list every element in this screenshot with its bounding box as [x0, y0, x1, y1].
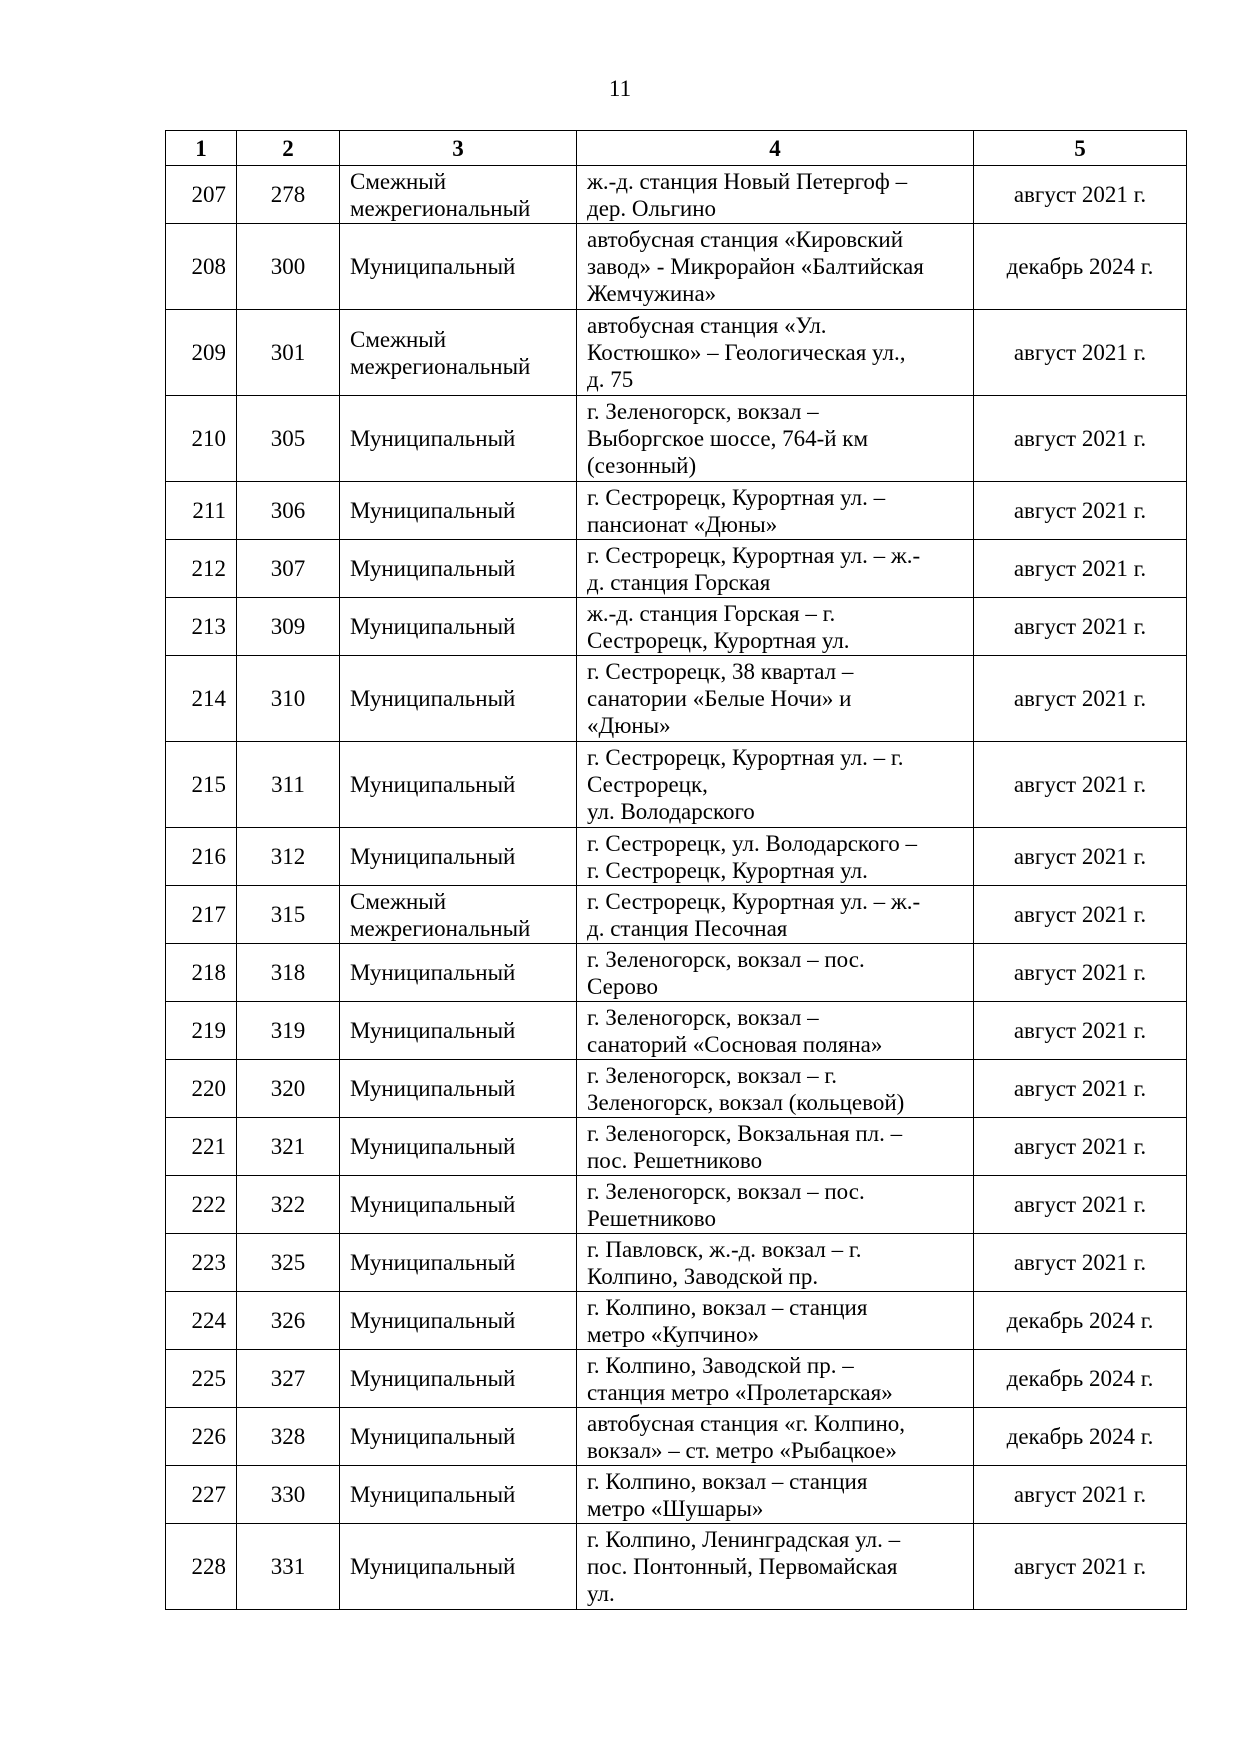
route-description-cell-line: метро «Купчино» — [587, 1321, 759, 1347]
route-description-cell — [577, 656, 974, 742]
date-cell: август 2021 г. — [974, 1176, 1187, 1234]
route-description-cell-line: вокзал» – ст. метро «Рыбацкое» — [587, 1437, 897, 1463]
route-description-cell — [577, 482, 974, 540]
row-number-cell: 215 — [166, 742, 237, 828]
row-number-cell: 228 — [166, 1524, 237, 1610]
route-type-cell-line: Муниципальный — [350, 1308, 516, 1333]
row-number-cell: 209 — [166, 310, 237, 396]
routes-table — [165, 130, 1187, 1610]
row-number-cell: 220 — [166, 1060, 237, 1118]
route-number-cell: 310 — [237, 656, 340, 742]
route-type-cell — [340, 944, 577, 1002]
route-number-cell: 330 — [237, 1466, 340, 1524]
route-description-cell-line: ул. — [587, 1581, 615, 1606]
table-row — [166, 1234, 1187, 1292]
route-type-cell — [340, 224, 577, 310]
route-type-cell — [340, 1350, 577, 1408]
table-row — [166, 224, 1187, 310]
column-header-3: 3 — [340, 131, 577, 166]
route-type-cell — [340, 886, 577, 944]
route-number-cell: 300 — [237, 224, 340, 310]
route-description-cell-line: ж.-д. станция Горская – г. — [587, 600, 836, 626]
table-row — [166, 1118, 1187, 1176]
route-description-cell-line: пос. Решетниково — [587, 1147, 763, 1173]
date-cell: август 2021 г. — [974, 828, 1187, 886]
route-description-cell-line: г. Сестрорецк, Курортная ул. – ж.- — [587, 542, 921, 568]
route-type-cell-line: межрегиональный — [350, 353, 531, 379]
table-row — [166, 1060, 1187, 1118]
route-description-cell-line: «Дюны» — [587, 713, 671, 738]
row-number-cell: 227 — [166, 1466, 237, 1524]
route-description-cell-line: Серово — [587, 973, 659, 999]
route-description-cell — [577, 886, 974, 944]
route-description-cell-line: Костюшко» – Геологическая ул., — [587, 340, 906, 365]
route-number-cell: 319 — [237, 1002, 340, 1060]
row-number-cell: 214 — [166, 656, 237, 742]
route-number-cell: 305 — [237, 396, 340, 482]
route-number-cell: 301 — [237, 310, 340, 396]
route-number-cell: 325 — [237, 1234, 340, 1292]
table-row — [166, 396, 1187, 482]
route-description-cell-line: автобусная станция «г. Колпино, — [587, 1410, 906, 1436]
route-number-cell: 326 — [237, 1292, 340, 1350]
route-description-cell-line: автобусная станция «Ул. — [587, 313, 827, 338]
route-description-cell — [577, 1234, 974, 1292]
row-number-cell: 218 — [166, 944, 237, 1002]
date-cell: август 2021 г. — [974, 1118, 1187, 1176]
row-number-cell: 222 — [166, 1176, 237, 1234]
route-description-cell — [577, 310, 974, 396]
row-number-cell: 208 — [166, 224, 237, 310]
row-number-cell: 207 — [166, 166, 237, 224]
route-description-cell-line: г. Зеленогорск, вокзал – пос. — [587, 1178, 865, 1204]
table-row — [166, 944, 1187, 1002]
route-description-cell — [577, 1466, 974, 1524]
route-type-cell-line: Муниципальный — [350, 1076, 516, 1101]
date-cell: август 2021 г. — [974, 482, 1187, 540]
route-description-cell-line: (сезонный) — [587, 453, 697, 478]
route-description-cell — [577, 1350, 974, 1408]
route-type-cell-line: Муниципальный — [350, 1366, 516, 1391]
route-description-cell — [577, 1176, 974, 1234]
route-description-cell — [577, 224, 974, 310]
row-number-cell: 226 — [166, 1408, 237, 1466]
route-type-cell-line: Смежный — [350, 888, 447, 914]
route-description-cell-line: г. Колпино, Ленинградская ул. – — [587, 1527, 901, 1552]
route-type-cell — [340, 1292, 577, 1350]
route-type-cell-line: Муниципальный — [350, 1424, 516, 1449]
route-description-cell-line: ул. Володарского — [587, 799, 755, 824]
row-number-cell: 212 — [166, 540, 237, 598]
route-type-cell — [340, 482, 577, 540]
route-description-cell — [577, 1002, 974, 1060]
route-type-cell-line: Муниципальный — [350, 1250, 516, 1275]
row-number-cell: 225 — [166, 1350, 237, 1408]
date-cell: август 2021 г. — [974, 886, 1187, 944]
date-cell: август 2021 г. — [974, 1466, 1187, 1524]
route-number-cell: 309 — [237, 598, 340, 656]
route-number-cell: 312 — [237, 828, 340, 886]
route-number-cell: 307 — [237, 540, 340, 598]
column-header-2: 2 — [237, 131, 340, 166]
page-number: 11 — [608, 76, 632, 101]
route-type-cell-line: Муниципальный — [350, 556, 516, 581]
column-header-4: 4 — [577, 131, 974, 166]
date-cell: август 2021 г. — [974, 166, 1187, 224]
table-header-row — [166, 131, 1187, 166]
route-description-cell — [577, 166, 974, 224]
route-type-cell — [340, 1234, 577, 1292]
route-type-cell-line: Муниципальный — [350, 772, 516, 797]
route-description-cell-line: завод» - Микрорайон «Балтийская — [587, 254, 924, 279]
date-cell: август 2021 г. — [974, 396, 1187, 482]
row-number-cell: 223 — [166, 1234, 237, 1292]
route-description-cell-line: санатории «Белые Ночи» и — [587, 686, 852, 711]
route-description-cell — [577, 944, 974, 1002]
route-description-cell-line: станция метро «Пролетарская» — [587, 1379, 893, 1405]
route-description-cell — [577, 1060, 974, 1118]
route-description-cell-line: Выборгское шоссе, 764-й км — [587, 426, 869, 451]
route-type-cell — [340, 166, 577, 224]
route-description-cell-line: Сестрорецк, Курортная ул. — [587, 627, 850, 653]
row-number-cell: 219 — [166, 1002, 237, 1060]
route-description-cell-line: г. Колпино, вокзал – станция — [587, 1294, 868, 1320]
route-type-cell-line: Муниципальный — [350, 1134, 516, 1159]
route-description-cell — [577, 1292, 974, 1350]
route-number-cell: 321 — [237, 1118, 340, 1176]
route-type-cell — [340, 598, 577, 656]
table-row — [166, 598, 1187, 656]
table-row — [166, 828, 1187, 886]
route-description-cell-line: г. Павловск, ж.-д. вокзал – г. — [587, 1236, 862, 1262]
route-type-cell-line: межрегиональный — [350, 915, 531, 941]
column-header-1: 1 — [166, 131, 237, 166]
route-type-cell — [340, 1118, 577, 1176]
row-number-cell: 216 — [166, 828, 237, 886]
date-cell: август 2021 г. — [974, 1524, 1187, 1610]
route-description-cell-line: пансионат «Дюны» — [587, 511, 778, 537]
route-description-cell-line: г. Сестрорецк, ул. Володарского – — [587, 830, 918, 856]
route-description-cell-line: санаторий «Сосновая поляна» — [587, 1031, 883, 1057]
route-number-cell: 331 — [237, 1524, 340, 1610]
route-description-cell-line: Жемчужина» — [587, 281, 717, 306]
row-number-cell: 224 — [166, 1292, 237, 1350]
table-row — [166, 1408, 1187, 1466]
date-cell: декабрь 2024 г. — [974, 1408, 1187, 1466]
route-description-cell-line: г. Сестрорецк, Курортная ул. — [587, 857, 868, 883]
route-description-cell-line: г. Сестрорецк, Курортная ул. – г. — [587, 745, 904, 770]
route-description-cell-line: г. Зеленогорск, вокзал – пос. — [587, 946, 865, 972]
route-type-cell-line: Муниципальный — [350, 1018, 516, 1043]
route-description-cell-line: г. Сестрорецк, Курортная ул. – ж.- — [587, 888, 921, 914]
route-number-cell: 278 — [237, 166, 340, 224]
route-type-cell — [340, 1060, 577, 1118]
route-type-cell — [340, 1524, 577, 1610]
route-type-cell-line: Муниципальный — [350, 686, 516, 711]
route-description-cell — [577, 1408, 974, 1466]
route-description-cell — [577, 742, 974, 828]
date-cell: август 2021 г. — [974, 944, 1187, 1002]
route-type-cell-line: Муниципальный — [350, 254, 516, 279]
route-description-cell — [577, 540, 974, 598]
table-row — [166, 1176, 1187, 1234]
route-type-cell-line: Смежный — [350, 326, 447, 352]
route-number-cell: 315 — [237, 886, 340, 944]
date-cell: август 2021 г. — [974, 1234, 1187, 1292]
route-description-cell-line: г. Зеленогорск, вокзал – — [587, 399, 819, 424]
route-type-cell — [340, 396, 577, 482]
route-description-cell-line: г. Колпино, Заводской пр. – — [587, 1352, 854, 1378]
row-number-cell: 210 — [166, 396, 237, 482]
route-type-cell-line: Муниципальный — [350, 844, 516, 869]
route-type-cell-line: Муниципальный — [350, 498, 516, 523]
route-number-cell: 328 — [237, 1408, 340, 1466]
route-description-cell-line: пос. Понтонный, Первомайская — [587, 1554, 898, 1579]
route-type-cell — [340, 540, 577, 598]
table-body — [166, 166, 1187, 1610]
table-row — [166, 656, 1187, 742]
route-description-cell — [577, 1524, 974, 1610]
route-number-cell: 327 — [237, 1350, 340, 1408]
route-description-cell-line: г. Колпино, вокзал – станция — [587, 1468, 868, 1494]
route-description-cell-line: Сестрорецк, — [587, 772, 708, 797]
route-type-cell — [340, 656, 577, 742]
date-cell: август 2021 г. — [974, 1060, 1187, 1118]
table-row — [166, 1350, 1187, 1408]
route-type-cell — [340, 1176, 577, 1234]
column-header-5: 5 — [974, 131, 1187, 166]
route-type-cell-line: межрегиональный — [350, 195, 531, 221]
route-number-cell: 306 — [237, 482, 340, 540]
date-cell: август 2021 г. — [974, 1002, 1187, 1060]
route-description-cell-line: г. Зеленогорск, Вокзальная пл. – — [587, 1120, 903, 1146]
route-description-cell-line: дер. Ольгино — [587, 195, 717, 221]
date-cell: декабрь 2024 г. — [974, 1292, 1187, 1350]
table-row — [166, 310, 1187, 396]
route-description-cell-line: Решетниково — [587, 1205, 716, 1231]
route-type-cell — [340, 828, 577, 886]
route-number-cell: 322 — [237, 1176, 340, 1234]
route-description-cell-line: ж.-д. станция Новый Петергоф – — [587, 168, 908, 194]
route-description-cell-line: г. Сестрорецк, 38 квартал – — [587, 659, 854, 684]
route-type-cell-line: Муниципальный — [350, 1192, 516, 1217]
route-type-cell — [340, 1466, 577, 1524]
route-type-cell-line: Муниципальный — [350, 960, 516, 985]
route-description-cell — [577, 1118, 974, 1176]
route-description-cell-line: метро «Шушары» — [587, 1495, 764, 1521]
table-row — [166, 1292, 1187, 1350]
route-type-cell — [340, 310, 577, 396]
table-row — [166, 886, 1187, 944]
row-number-cell: 213 — [166, 598, 237, 656]
table-row — [166, 1002, 1187, 1060]
route-type-cell-line: Муниципальный — [350, 1482, 516, 1507]
route-description-cell-line: автобусная станция «Кировский — [587, 227, 904, 252]
row-number-cell: 221 — [166, 1118, 237, 1176]
table-row — [166, 1524, 1187, 1610]
route-description-cell-line: г. Зеленогорск, вокзал – г. — [587, 1062, 837, 1088]
date-cell: август 2021 г. — [974, 598, 1187, 656]
route-description-cell — [577, 598, 974, 656]
route-type-cell — [340, 1002, 577, 1060]
table-row — [166, 540, 1187, 598]
route-description-cell-line: Зеленогорск, вокзал (кольцевой) — [587, 1089, 905, 1115]
route-description-cell-line: Колпино, Заводской пр. — [587, 1263, 819, 1289]
date-cell: август 2021 г. — [974, 540, 1187, 598]
table-row — [166, 742, 1187, 828]
route-type-cell-line: Муниципальный — [350, 614, 516, 639]
table-row — [166, 1466, 1187, 1524]
table-row — [166, 482, 1187, 540]
date-cell: август 2021 г. — [974, 310, 1187, 396]
route-number-cell: 311 — [237, 742, 340, 828]
route-description-cell — [577, 828, 974, 886]
date-cell: август 2021 г. — [974, 656, 1187, 742]
date-cell: август 2021 г. — [974, 742, 1187, 828]
route-description-cell-line: д. станция Песочная — [587, 915, 788, 941]
route-description-cell-line: г. Зеленогорск, вокзал – — [587, 1004, 819, 1030]
route-description-cell — [577, 396, 974, 482]
route-description-cell-line: г. Сестрорецк, Курортная ул. – — [587, 484, 886, 510]
route-type-cell — [340, 1408, 577, 1466]
row-number-cell: 217 — [166, 886, 237, 944]
table-row — [166, 166, 1187, 224]
date-cell: декабрь 2024 г. — [974, 1350, 1187, 1408]
route-description-cell-line: д. станция Горская — [587, 569, 771, 595]
row-number-cell: 211 — [166, 482, 237, 540]
route-type-cell — [340, 742, 577, 828]
date-cell: декабрь 2024 г. — [974, 224, 1187, 310]
route-number-cell: 320 — [237, 1060, 340, 1118]
route-type-cell-line: Смежный — [350, 168, 447, 194]
route-description-cell-line: д. 75 — [587, 367, 634, 392]
route-type-cell-line: Муниципальный — [350, 426, 516, 451]
route-number-cell: 318 — [237, 944, 340, 1002]
route-type-cell-line: Муниципальный — [350, 1554, 516, 1579]
